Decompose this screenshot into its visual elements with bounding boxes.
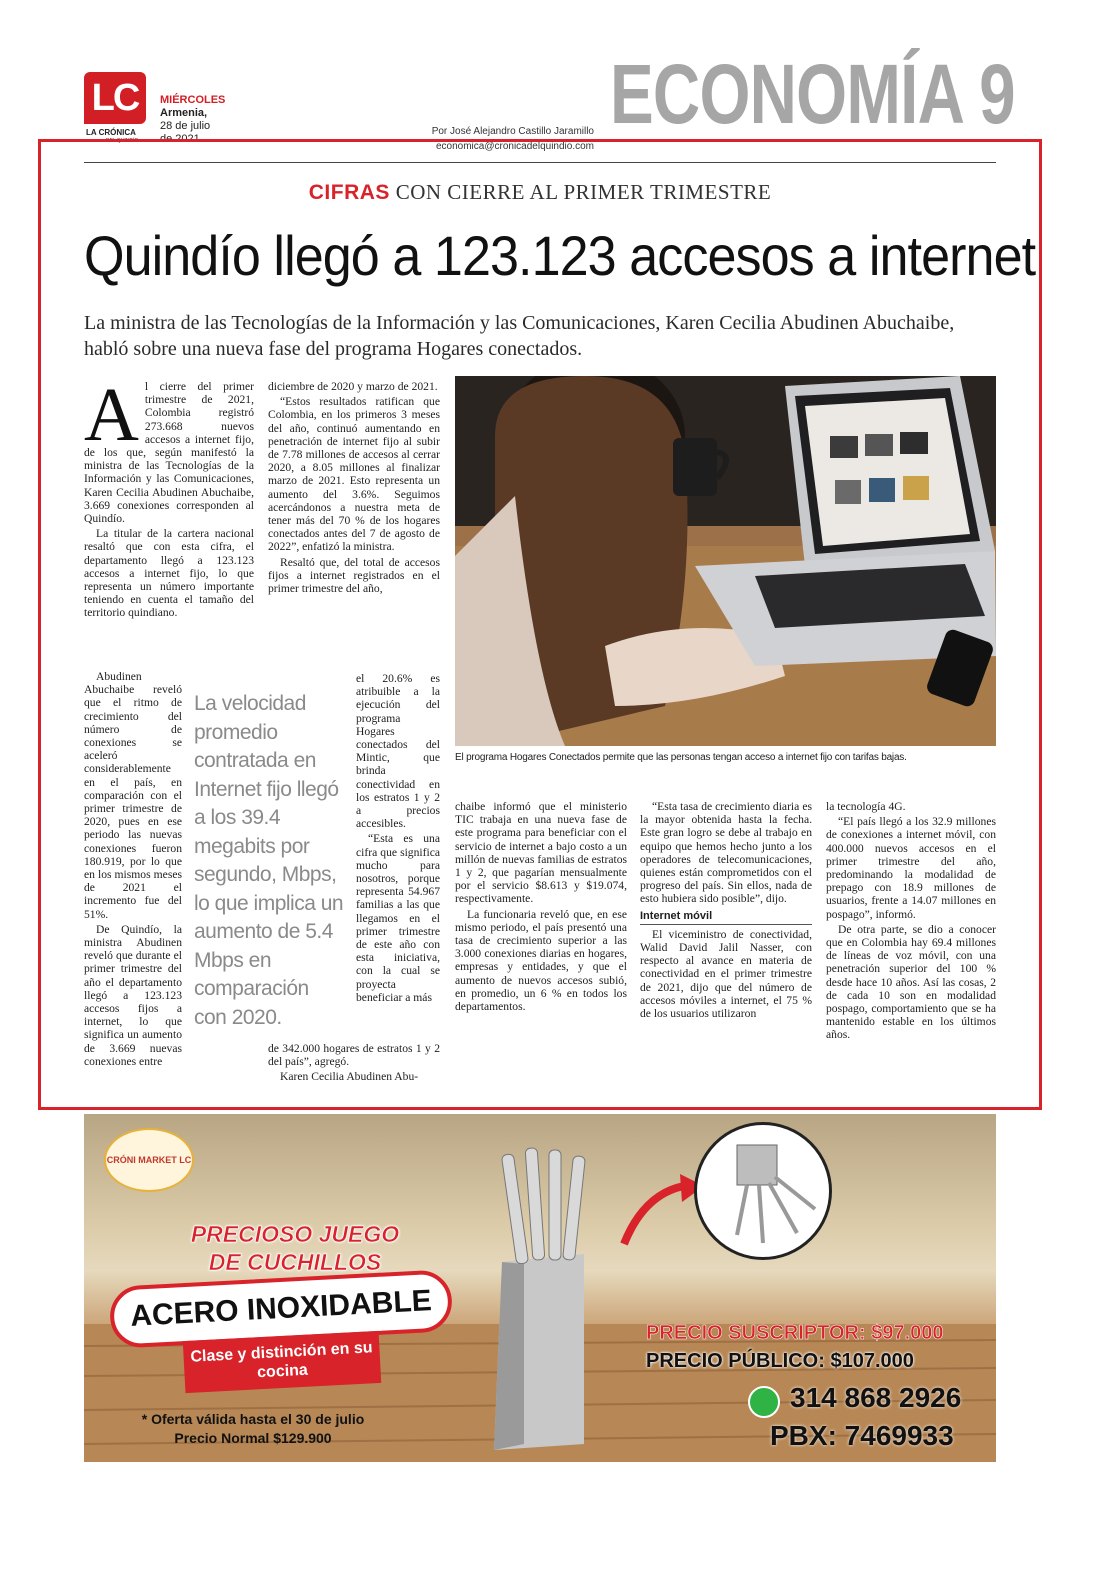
article-column-2-bottom [268, 1042, 440, 1086]
author-email[interactable]: economica@cronicadelquindio.com [435, 141, 594, 152]
paragraph: Resaltó que, del total de accesos fijos a internet registrados en el primer trimestre del año, [268, 555, 440, 596]
paragraph: la tecnología 4G. [826, 800, 906, 813]
paragraph: de 342.000 hogares de estratos 1 y 2 del país”, agregó. [268, 1042, 440, 1069]
cronimarket-badge: CRÓNI MARKET LC [104, 1128, 194, 1192]
knife-set-inset [694, 1122, 832, 1260]
public-price: PRECIO PÚBLICO: $107.000 [646, 1350, 914, 1372]
article-column-5 [826, 800, 996, 1044]
article-kicker [84, 180, 996, 205]
section-subhead: Internet móvil [640, 910, 812, 925]
svg-text:DEL QUINDÍO: DEL QUINDÍO [106, 138, 139, 144]
paragraph: “El país llegó a los 32.9 millones de conexiones a internet móvil, con 400.000 nuevos accesos en el primer trimestre del año, predominando la modalidad de prepago con 18.9 millones de usuarios, frente a 14.07 millones en pospago”, informó. [826, 815, 996, 921]
paragraph: “Esta tasa de crecimiento diaria es la mayor obtenida hasta la fecha. Este gran logro se debe al trabajo en equipo que hemos hecho junto a los operadores de telecomunicaciones, quienes están comprometidos con el progreso del país. Sin ellos, nada de esto hubiera sido posible”, dijo. [640, 800, 812, 906]
newspaper-logo [84, 72, 146, 130]
article-photo [455, 376, 996, 746]
ad-offer-note [138, 1410, 368, 1448]
pull-quote: La velocidad promedio contratada en Internet fijo llegó a los 39.4 megabits por segundo, Mbps, lo que implica un aumento de 5.4 Mbps en comparación con 2020. [194, 692, 344, 1029]
paragraph: La titular de la cartera nacional resaltó que con esta cifra, el departamento llegó a 123.123 accesos a internet fijo, lo que representa un número importante teniendo en cuenta el tamaño del territorio quindiano. [84, 527, 254, 620]
paragraph: Karen Cecilia Abudinen Abu- [280, 1070, 419, 1084]
article-column-2-narrow [356, 672, 440, 1006]
article-deck: La ministra de las Tecnologías de la Información y las Comunicaciones, Karen Cecilia Abudinen Abuchaibe, habló sobre una nueva fase del programa Hogares conectados. [84, 312, 955, 360]
paragraph: “Esta es una cifra que significa mucho para nosotros, porque representa 54.967 familias a las que llegamos en el primer trimestre de este año con esta iniciativa, con la cual se proyecta beneficiar a más [356, 832, 440, 1004]
svg-text:LA CRÓNICA: LA CRÓNICA [86, 128, 136, 137]
paragraph: chaibe informó que el ministerio TIC trabaja en una nueva fase de este programa para beneficiar con el servicio de internet a bajo costo a un millón de nuevas familias de estratos 1 y 2, que pagarían mensualmente por el servicio $8.613 y $19.074, respectivamente. [455, 800, 627, 906]
drop-cap: A [84, 373, 139, 457]
date-day: MIÉRCOLES [160, 94, 226, 106]
paragraph: Abudinen Abuchaibe reveló que el ritmo de crecimiento del número de conexiones se aceleró considerablemente en el país, en comparación con el primer trimestre de 2020, pues en ese periodo las nuevas conexiones fueron 180.919, por lo que en los mismos meses de 2021 el incremento fue del 51%. [84, 670, 182, 921]
paragraph: el 20.6% es atribuible a la ejecución del programa Hogares conectados del Mintic, que brinda conectividad en los estratos 1 y 2 a precios accesibles. [356, 672, 440, 831]
kicker-label: CIFRAS [308, 181, 390, 204]
photo-illustration [455, 376, 996, 746]
author-name: Por José Alejandro Castillo Jaramillo [431, 126, 594, 137]
ad-title: PRECIOSO JUEGO DE CUCHILLOS [190, 1221, 400, 1275]
advertisement[interactable] [84, 1114, 996, 1462]
ad-tagline: Clase y distinción en su cocina [183, 1331, 381, 1393]
ad-material-label: ACERO INOXIDABLE [109, 1269, 454, 1349]
paragraph: “Estos resultados ratifican que Colombia, en los primeros 3 meses del año, continuó aumentando en penetración de internet fijo al subir de 7.78 millones de accesos al cerrar 2020, a 8.05 millones al finalizar marzo de 2021. Esto representa un aumento del 3.6%. Seguimos acercándonos a nuestra meta de tener más del 70 % de los hogares conectados antes del 7 de agosto de 2022”, enfatizó la ministra. [268, 395, 440, 554]
kicker-text: CON CIERRE AL PRIMER TRIMESTRE [389, 180, 772, 204]
article-column-1 [84, 373, 254, 622]
paragraph: l cierre del primer trimestre de 2021, Colombia registró 273.668 nuevos accesos a internet fijo, de los que, según manifestó la ministra de las Tecnologías de la Información y las Comunicaciones, Karen Cecilia Abudinen Abuchaibe, 3.669 conexiones corresponden al Quindío. [84, 380, 254, 526]
offer-validity: * Oferta válida hasta el 30 de julio [141, 1411, 365, 1427]
whatsapp-icon [748, 1386, 780, 1418]
photo-caption: El programa Hogares Conectados permite que las personas tengan acceso a internet fijo con tarifas bajas. [455, 752, 907, 763]
article-column-4 [640, 800, 812, 1022]
article-headline: Quindío llegó a 123.123 accesos a internet [84, 224, 1036, 287]
paragraph: De otra parte, se dio a conocer que en Colombia hay 69.4 millones de líneas de voz móvil, con una penetración superior del 100 % desde hace 10 años. Así las cosas, 2 de cada 10 son en modalidad pospago, comportamiento que se ha mantenido estable en los últimos años. [826, 922, 996, 1042]
date-city: Armenia, [160, 107, 208, 119]
date-line: 28 de julio [160, 120, 211, 132]
normal-price: Precio Normal $129.900 [174, 1430, 332, 1446]
article-column-2 [268, 380, 440, 597]
knife-set-icon [697, 1125, 829, 1257]
paragraph: El viceministro de conectividad, Walid David Jalil Nasser, con respecto al avance en materia de conectividad en el primer trimestre de 2021, dijo que del número de accesos móviles a internet, el 75 % de los usuarios utilizaron [640, 927, 812, 1021]
paragraph: De Quindío, la ministra Abudinen reveló que durante el primer trimestre del año el departamento llegó a 123.123 accesos fijos a internet, lo que significa un aumento de 3.669 nuevas conexiones entre [84, 922, 182, 1068]
date-year: de 2021 [160, 133, 200, 145]
phone-number[interactable]: 314 868 2926 [790, 1382, 962, 1413]
pbx-number[interactable]: PBX: 7469933 [770, 1420, 954, 1451]
paragraph: La funcionaria reveló que, en ese mismo periodo, el país presentó una tasa de crecimiento superior a las 3.000 conexiones diarias en hogares, empresas y entidades, y que el aumento de nuevos accesos subió, en promedio, un 6 % en todos los departamentos. [455, 907, 627, 1014]
article-column-3 [455, 800, 627, 1015]
section-title: ECONOMÍA 9 [610, 47, 1015, 141]
article-column-1-narrow [84, 670, 182, 1070]
paragraph: diciembre de 2020 y marzo de 2021. [268, 380, 438, 393]
logo-mark: LC [84, 72, 146, 124]
subscriber-price: PRECIO SUSCRIPTOR: $97.000 [646, 1322, 944, 1344]
